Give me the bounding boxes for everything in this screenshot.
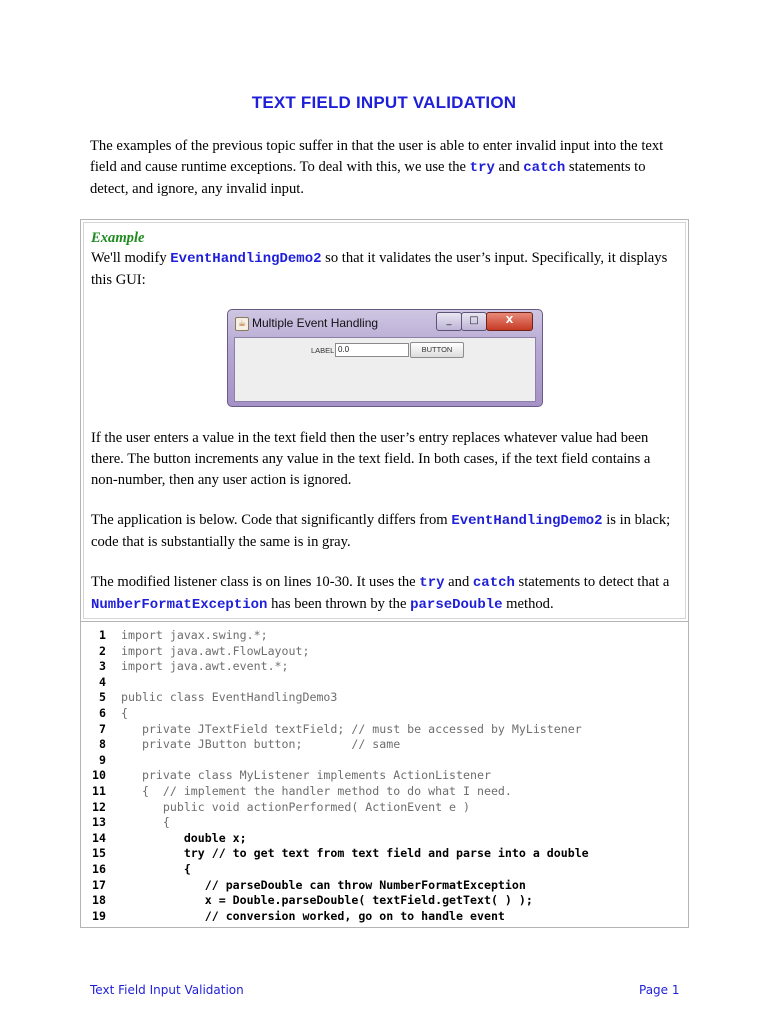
line-number: 7	[99, 721, 106, 736]
footer-page-number: Page 1	[639, 983, 680, 997]
line-number: 13	[92, 815, 106, 830]
line-number: 10	[92, 768, 106, 783]
code-line	[81, 706, 681, 722]
gui-window-title: Multiple Event Handling	[252, 316, 379, 330]
example-p4-text-4: has been thrown by the	[267, 596, 411, 612]
code-line	[81, 831, 681, 847]
footer-title: Text Field Input Validation	[90, 983, 244, 997]
code-text: { // implement the handler method to do what I need.	[121, 784, 512, 798]
code-line	[81, 909, 681, 925]
code-text: x = Double.parseDouble( textField.getText( ) );	[121, 893, 533, 908]
code-line	[81, 675, 681, 691]
code-text: {	[121, 862, 191, 876]
line-number: 4	[99, 674, 106, 689]
java-cup-icon: ☕	[235, 317, 249, 331]
line-number: 8	[99, 737, 106, 752]
line-number: 2	[99, 643, 106, 658]
code-line	[81, 862, 681, 878]
gui-label: LABEL	[311, 346, 335, 355]
minimize-button: _	[436, 312, 462, 331]
code-text: {	[121, 706, 128, 720]
line-number: 9	[99, 752, 106, 767]
example-label: Example	[91, 230, 145, 246]
example-p3-text-2: is in black; code that is substantially the same is in gray.	[91, 512, 671, 550]
code-text: import java.awt.FlowLayout;	[121, 643, 310, 658]
code-line	[81, 628, 681, 644]
code-listing	[80, 621, 689, 928]
example-paragraph-3	[91, 510, 676, 553]
example-p4-text-2: and	[444, 574, 473, 590]
page-title: TEXT FIELD INPUT VALIDATION	[251, 93, 517, 112]
intro-keyword-catch: catch	[523, 160, 566, 176]
code-line	[81, 768, 681, 784]
code-text: private JButton button; // same	[121, 737, 401, 752]
code-line	[81, 893, 681, 909]
line-number: 16	[92, 862, 106, 876]
line-number: 6	[99, 706, 106, 720]
gui-client-area	[234, 337, 536, 402]
code-line	[81, 784, 681, 800]
maximize-button: □	[461, 312, 487, 331]
code-text: // parseDouble can throw NumberFormatException	[121, 877, 526, 892]
intro-paragraph	[90, 136, 680, 200]
code-line	[81, 722, 681, 738]
example-p1-text-2: so that it validates the user’s input. Specifically, it displays this GUI:	[91, 250, 668, 288]
code-line	[81, 815, 681, 831]
example-p1-class-name: EventHandlingDemo2	[170, 251, 322, 267]
intro-keyword-try: try	[469, 160, 495, 176]
example-p4-method-name: parseDouble	[410, 597, 503, 613]
line-number: 15	[92, 846, 106, 861]
gui-button: BUTTON	[410, 342, 464, 358]
code-text: private JTextField textField; // must be accessed by MyListener	[121, 721, 582, 736]
gui-text-field: 0.0	[335, 343, 409, 357]
code-text: private class MyListener implements ActionListener	[121, 768, 491, 783]
code-line	[81, 878, 681, 894]
intro-text-3: statements to detect, and ignore, any invalid input.	[90, 159, 646, 197]
example-p4-keyword-catch: catch	[472, 575, 515, 591]
code-line	[81, 753, 681, 769]
gui-window-screenshot	[227, 309, 543, 407]
code-line	[81, 800, 681, 816]
intro-text-1: The examples of the previous topic suffer in that the user is able to enter invalid input into the text field and cause runtime exceptions. To deal with this, we use the	[90, 138, 664, 175]
example-p4-exception-name: NumberFormatException	[91, 597, 268, 613]
example-p1-text-1: We'll modify	[91, 250, 171, 266]
line-number: 5	[99, 690, 106, 705]
code-line	[81, 737, 681, 753]
example-p4-keyword-try: try	[419, 575, 445, 591]
code-text: {	[121, 815, 170, 830]
code-text: public void actionPerformed( ActionEvent e )	[121, 799, 471, 814]
code-line	[81, 846, 681, 862]
line-number: 18	[92, 893, 106, 908]
example-p3-class-name: EventHandlingDemo2	[451, 513, 603, 529]
code-text: public class EventHandlingDemo3	[121, 690, 338, 705]
line-number: 11	[92, 784, 106, 798]
gui-title-bar	[228, 310, 542, 336]
example-p4-text-3: statements to detect that a	[514, 574, 670, 590]
close-button: X	[486, 312, 533, 331]
code-text: import javax.swing.*;	[121, 628, 268, 642]
line-number: 17	[92, 877, 106, 892]
line-number: 12	[92, 799, 106, 814]
line-number: 1	[99, 628, 106, 642]
example-paragraph-1	[91, 248, 676, 291]
example-p4-text-1: The modified listener class is on lines 10-30. It uses the	[91, 574, 420, 590]
example-box	[80, 219, 689, 622]
code-text: import java.awt.event.*;	[121, 659, 289, 674]
code-text: try // to get text from text field and parse into a double	[121, 846, 589, 861]
example-paragraph-4	[91, 572, 676, 616]
example-paragraph-2: If the user enters a value in the text field then the user’s entry replaces whatever value had been there. The button increments any value in the text field. In both cases, if the text field contains a non-number, then any user action is ignored.	[91, 430, 651, 488]
example-p4-text-5: method.	[502, 596, 554, 612]
code-line	[81, 644, 681, 660]
code-line	[81, 659, 681, 675]
code-text: // conversion worked, go on to handle event	[121, 908, 505, 923]
example-p3-text-1: The application is below. Code that significantly differs from	[91, 512, 452, 528]
intro-text-2: and	[494, 159, 524, 175]
code-text: double x;	[121, 830, 247, 845]
line-number: 3	[99, 659, 106, 674]
line-number: 14	[92, 830, 106, 845]
code-line	[81, 690, 681, 706]
line-number: 19	[92, 908, 106, 923]
